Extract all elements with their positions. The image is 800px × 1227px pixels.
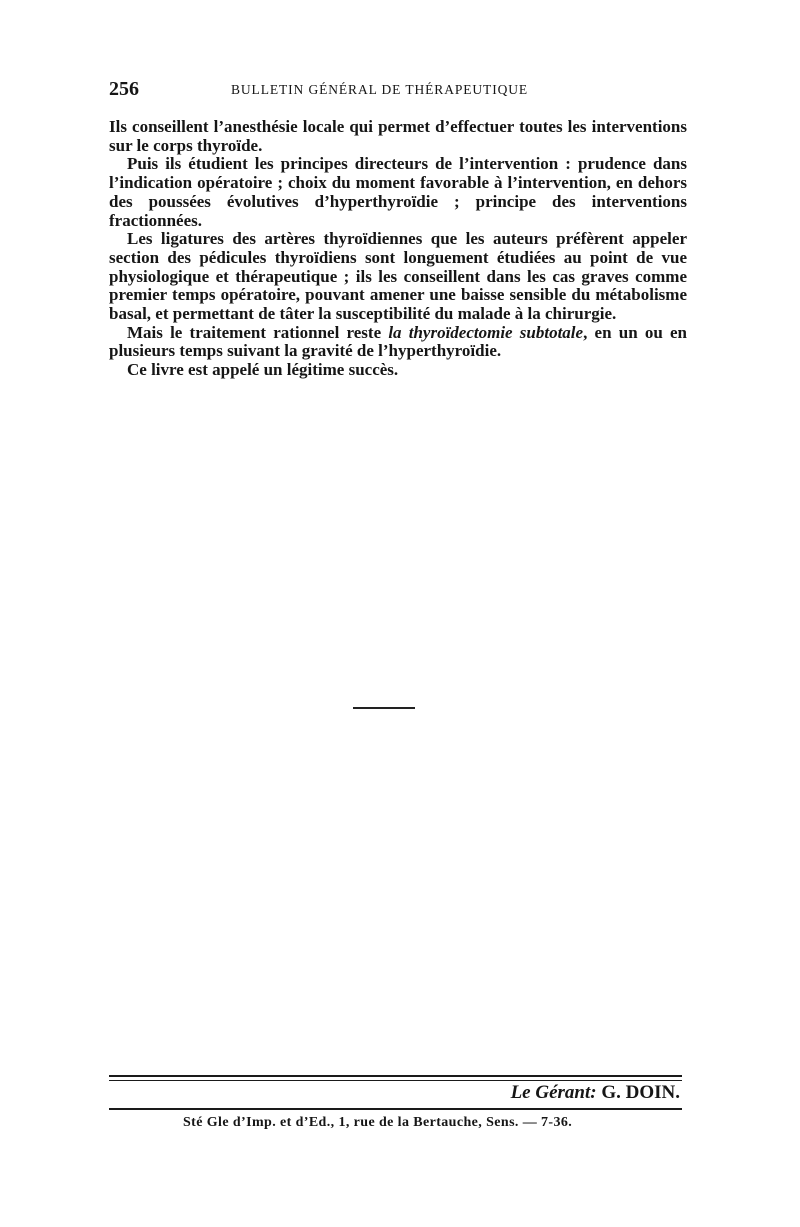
manager-label: Le Gérant:: [510, 1082, 597, 1103]
paragraph-treatment: [109, 324, 687, 361]
footer-rule: [109, 1108, 682, 1110]
section-divider: [353, 707, 415, 709]
running-head: BULLETIN GÉNÉRAL DE THÉRAPEUTIQUE: [231, 82, 529, 97]
footer-double-rule-lower: [109, 1080, 682, 1081]
paragraph-principles: Puis ils étudient les principes directeurs de l’intervention : prudence dans l’indication opératoire ; choix du moment favorable à l’intervention, en dehors des poussées évolutives d’hyperthyroïdie ; principe des interventions fractionnées.: [109, 154, 687, 230]
page-number: 256: [109, 78, 139, 100]
printer-imprint: Sté Gle d’Imp. et d’Ed., 1, rue de la Bertauche, Sens. — 7-36.: [183, 1115, 573, 1130]
page-header: [109, 78, 687, 102]
treatment-text-end: , en un ou en plusieurs temps suivant la gravité de l’hyperthyroïdie.: [109, 322, 687, 361]
paragraph-conclusion: Ce livre est appelé un légitime succès.: [127, 360, 399, 380]
manager-signature: [511, 1082, 680, 1104]
manager-name: G. DOIN.: [601, 1082, 680, 1103]
paragraph-anesthesia: Ils conseillent l’anesthésie locale qui permet d’effectuer toutes les interventions sur le corps thyroïde.: [109, 117, 687, 155]
paragraph-ligatures: Les ligatures des artères thyroïdiennes que les auteurs préfèrent appeler section des pédicules thyroïdiens sont longuement étudiées au point de vue physiologique et thérapeutique ; ils les conseillent dans les cas graves comme premier temps opératoire, pouvant amener une baisse sensible du métabolisme basal, et permettant de tâter la susceptibilité du malade à la chirurgie.: [109, 229, 687, 324]
treatment-text-start: Mais le traitement rationnel reste: [127, 322, 389, 342]
treatment-emphasis: la thyroïdectomie subtotale: [388, 322, 584, 342]
footer-double-rule-upper: [109, 1075, 682, 1077]
body-text: [109, 118, 687, 380]
